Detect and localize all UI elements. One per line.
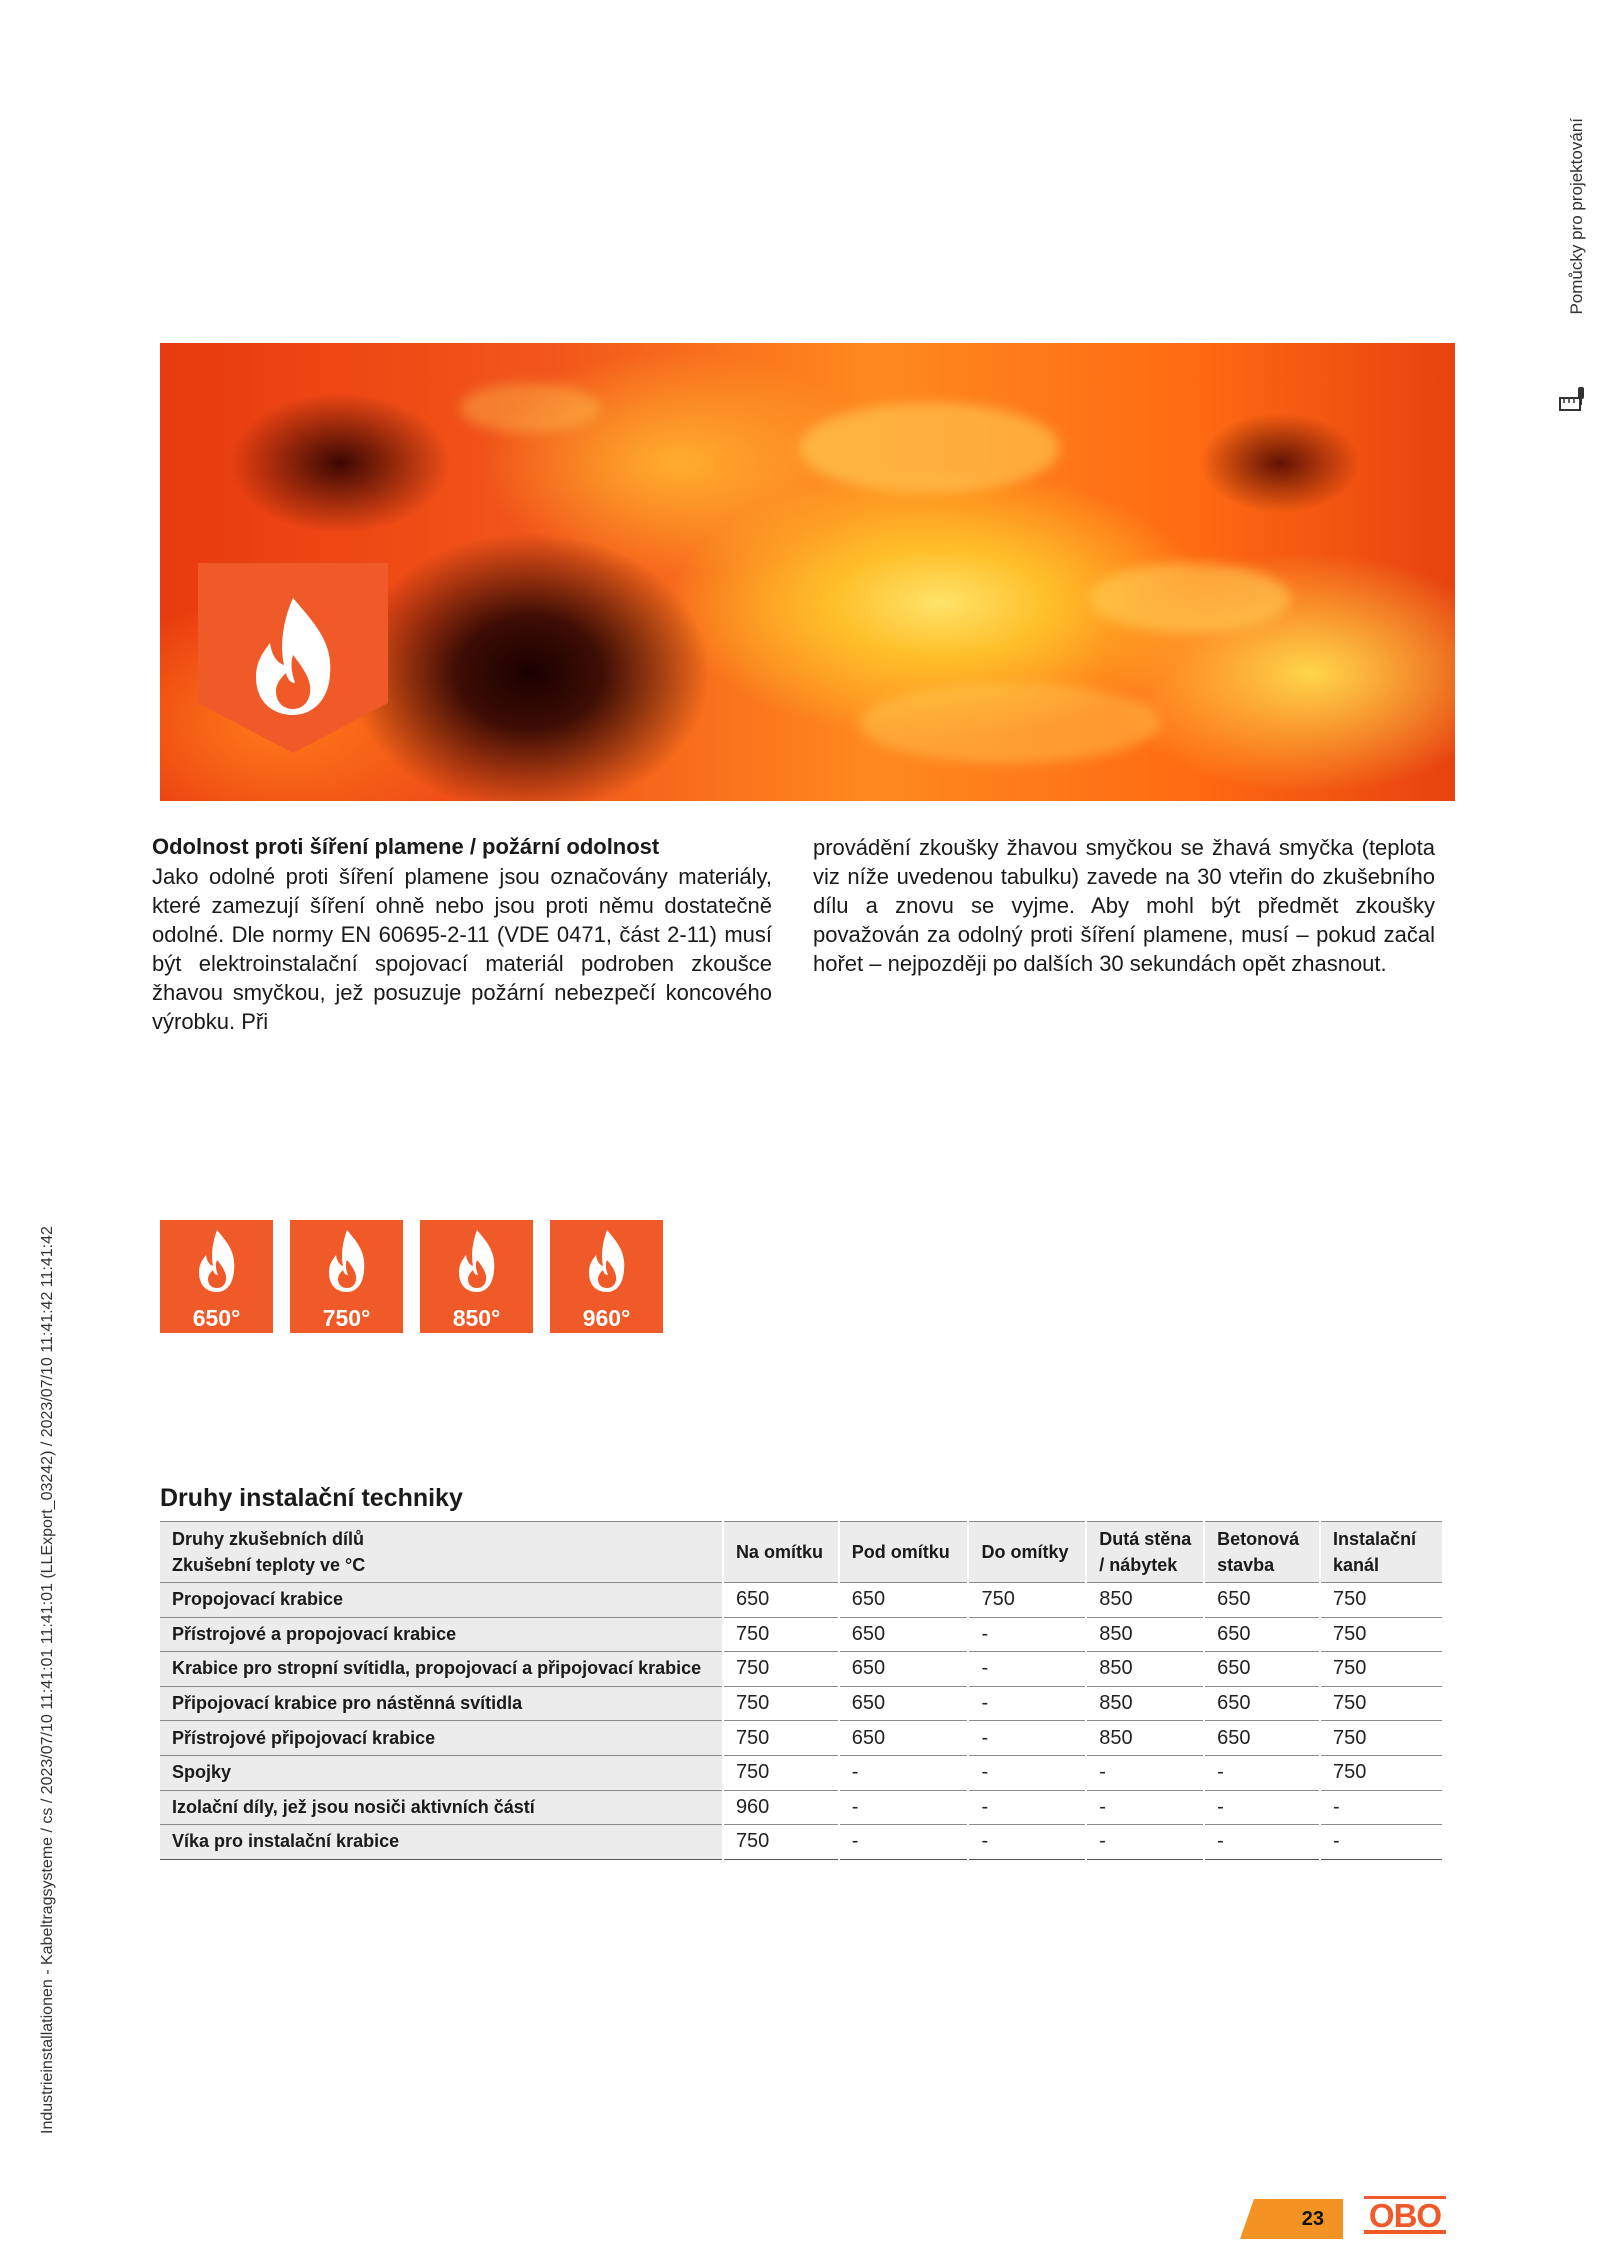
section-title: Odolnost proti šíření plamene / požární odolnost	[152, 834, 660, 859]
table-cell: 750	[1320, 1686, 1443, 1721]
temperature-value: 750°	[322, 1305, 371, 1331]
table-cell: -	[839, 1790, 969, 1825]
header-line: stavba	[1217, 1555, 1275, 1575]
header-line: Dutá stěna	[1099, 1529, 1192, 1549]
table-title: Druhy instalační techniky	[160, 1484, 463, 1512]
table-cell: -	[968, 1721, 1086, 1756]
table-cell: -	[1204, 1790, 1320, 1825]
table-cell: -	[968, 1652, 1086, 1687]
table-cell: -	[1086, 1755, 1204, 1790]
table-cell: 650	[839, 1721, 969, 1756]
table-cell: 650	[1204, 1721, 1320, 1756]
table-cell: 850	[1086, 1617, 1204, 1652]
table-cell: 650	[839, 1686, 969, 1721]
header-line: kanál	[1333, 1555, 1380, 1575]
flame-icon	[452, 1228, 502, 1296]
side-tab-label: Pomůcky pro projektování	[1567, 118, 1586, 315]
temperature-badge-750	[290, 1220, 403, 1333]
column-header	[1204, 1522, 1320, 1583]
temperature-badge-650	[160, 1220, 273, 1333]
table-row	[160, 1617, 1443, 1652]
table-cell: 650	[839, 1652, 969, 1687]
header-line: / nábytek	[1099, 1555, 1178, 1575]
flame-icon	[192, 1228, 242, 1296]
table-cell: -	[1204, 1825, 1320, 1860]
flame-icon	[582, 1228, 632, 1296]
row-label: Krabice pro stropní svítidla, propojovací a připojovací krabice	[160, 1652, 723, 1687]
table-cell: 750	[1320, 1617, 1443, 1652]
table-cell: 750	[1320, 1583, 1443, 1618]
temperature-value: 650°	[192, 1305, 241, 1331]
row-label: Přístrojové a propojovací krabice	[160, 1617, 723, 1652]
column-header	[723, 1522, 839, 1583]
page-number: 23	[1301, 2208, 1324, 2230]
table-row	[160, 1583, 1443, 1618]
header-line: Druhy zkušebních dílů	[172, 1529, 365, 1549]
intro-text-right: provádění zkoušky žhavou smyčkou se žhavá smyčka (teplota viz níže uvedenou tabulku) zavede na 30 vteřin do zkušebního dílu a znovu se vyjme. Aby mohl být předmět zkoušky považován za odolný proti šíření plamene, musí – pokud začal hořet – nejpozději po dalších 30 sekundách opět zhasnout.	[813, 835, 1435, 976]
export-footnote: Industrieinstallationen - Kabeltragsysteme / cs / 2023/07/10 11:41:01 11:41:01 (LLExport_03242) / 2023/07/10 11:41:42 11:41:42	[39, 1226, 56, 2134]
table-cell: 750	[723, 1652, 839, 1687]
table-cell: -	[968, 1617, 1086, 1652]
table-header-row	[160, 1522, 1443, 1583]
table-cell: 650	[1204, 1617, 1320, 1652]
row-label: Izolační díly, jež jsou nosiči aktivních částí	[160, 1790, 723, 1825]
table-cell: 750	[723, 1686, 839, 1721]
header-line: Betonová	[1217, 1529, 1300, 1549]
table-cell: 850	[1086, 1686, 1204, 1721]
temperature-value: 850°	[452, 1305, 501, 1331]
table-cell: -	[968, 1825, 1086, 1860]
table-cell: 960	[723, 1790, 839, 1825]
row-label: Přístrojové připojovací krabice	[160, 1721, 723, 1756]
table-row	[160, 1755, 1443, 1790]
table-row	[160, 1686, 1443, 1721]
ruler-screwdriver-icon	[1558, 384, 1592, 414]
table-cell: 650	[839, 1583, 969, 1618]
flame-icon	[198, 563, 388, 753]
table-cell: -	[1204, 1755, 1320, 1790]
table-cell: 650	[1204, 1583, 1320, 1618]
row-label: Spojky	[160, 1755, 723, 1790]
header-line: Instalační	[1333, 1529, 1417, 1549]
table-cell: 750	[1320, 1721, 1443, 1756]
table-cell: 750	[723, 1755, 839, 1790]
table-cell: -	[1320, 1790, 1443, 1825]
table-cell: -	[968, 1790, 1086, 1825]
header-line: Zkušební teploty ve °C	[172, 1555, 366, 1575]
table-cell: 650	[1204, 1652, 1320, 1687]
table-cell: -	[968, 1755, 1086, 1790]
temperature-badges	[160, 1220, 663, 1333]
table-cell: 750	[723, 1617, 839, 1652]
table-header-first	[160, 1522, 723, 1583]
temperature-badge-960	[550, 1220, 663, 1333]
row-label: Propojovací krabice	[160, 1583, 723, 1618]
temperature-badge-850	[420, 1220, 533, 1333]
hero-fire-image	[160, 343, 1455, 801]
table-cell: 750	[968, 1583, 1086, 1618]
table-cell: 650	[1204, 1686, 1320, 1721]
table-cell: 850	[1086, 1721, 1204, 1756]
table-cell: 850	[1086, 1652, 1204, 1687]
table-row	[160, 1652, 1443, 1687]
header-line: Do omítky	[981, 1542, 1069, 1562]
table-cell: 750	[1320, 1755, 1443, 1790]
column-header	[968, 1522, 1086, 1583]
table-row	[160, 1790, 1443, 1825]
header-line: Na omítku	[735, 1542, 823, 1562]
obo-logo: OBO	[1364, 2198, 1446, 2234]
flame-icon	[322, 1228, 372, 1296]
table-cell: 750	[1320, 1652, 1443, 1687]
table-cell: 650	[723, 1583, 839, 1618]
table-cell: -	[839, 1825, 969, 1860]
row-label: Připojovací krabice pro nástěnná svítidla	[160, 1686, 723, 1721]
temperature-value: 960°	[582, 1305, 631, 1331]
column-header	[1086, 1522, 1204, 1583]
intro-text-left: Jako odolné proti šíření plamene jsou označovány materiály, které zamezují šíření ohně nebo jsou proti němu dostatečně odolné. Dle normy EN 60695-2-11 (VDE 0471, část 2-11) musí být elektroinstalační spojovací materiál podroben zkoušce žhavou smyčkou, jež posuzuje požární nebezpečí koncového výrobku. Při	[152, 864, 772, 1034]
table-cell: 750	[723, 1825, 839, 1860]
column-header	[1320, 1522, 1443, 1583]
row-label: Víka pro instalační krabice	[160, 1825, 723, 1860]
table-row	[160, 1721, 1443, 1756]
header-line: Pod omítku	[851, 1542, 950, 1562]
table-cell: -	[1086, 1825, 1204, 1860]
table-cell: 750	[723, 1721, 839, 1756]
column-header	[839, 1522, 969, 1583]
table-row	[160, 1825, 1443, 1860]
table-cell: -	[839, 1755, 969, 1790]
table-cell: -	[1086, 1790, 1204, 1825]
test-temperature-table	[160, 1521, 1444, 1860]
table-cell: 650	[839, 1617, 969, 1652]
table-cell: -	[968, 1686, 1086, 1721]
table-cell: 850	[1086, 1583, 1204, 1618]
table-cell: -	[1320, 1825, 1443, 1860]
